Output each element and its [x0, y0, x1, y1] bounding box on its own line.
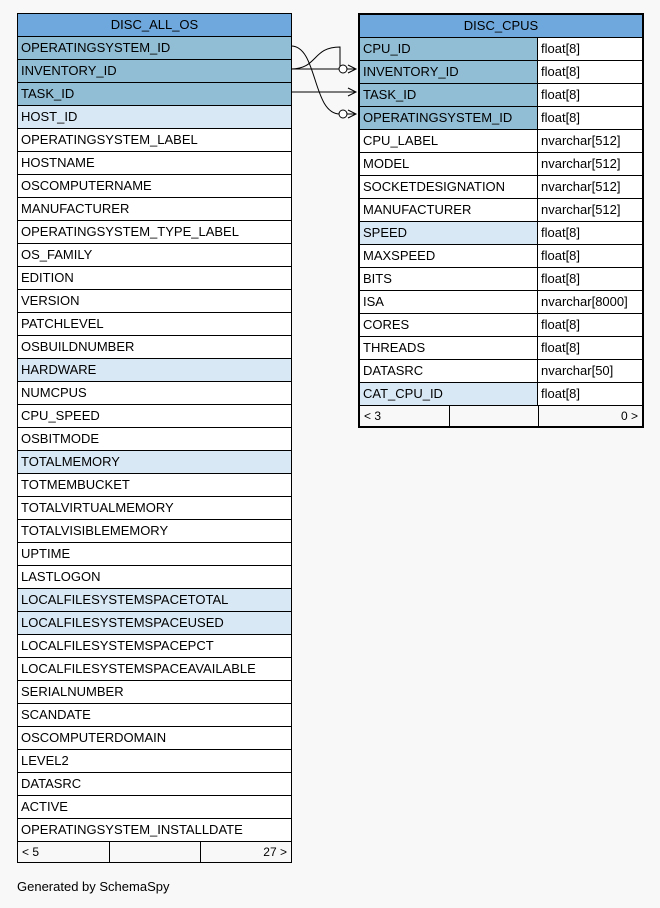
- column-name: ISA: [360, 291, 538, 313]
- column-type: nvarchar[512]: [538, 130, 642, 152]
- column-name: TASK_ID: [360, 84, 538, 106]
- column-name: OSBITMODE: [21, 431, 100, 446]
- column-name: NUMCPUS: [21, 385, 87, 400]
- column-name: OPERATINGSYSTEM_LABEL: [21, 132, 198, 147]
- column-name: UPTIME: [21, 546, 71, 561]
- column-name: PATCHLEVEL: [21, 316, 104, 331]
- column-type: nvarchar[512]: [538, 199, 642, 221]
- generated-by-note: Generated by SchemaSpy: [17, 879, 170, 894]
- column-name: DATASRC: [360, 360, 538, 382]
- column-name: MANUFACTURER: [21, 201, 130, 216]
- column-name: SCANDATE: [21, 707, 91, 722]
- column-name: CPU_LABEL: [360, 130, 538, 152]
- parent-count[interactable]: < 3: [364, 409, 382, 423]
- column-type: float[8]: [538, 61, 642, 83]
- table-title[interactable]: DISC_ALL_OS: [18, 14, 291, 37]
- column-name: TASK_ID: [21, 86, 75, 101]
- column-name: LOCALFILESYSTEMSPACEPCT: [21, 638, 214, 653]
- child-count[interactable]: 27 >: [200, 842, 291, 862]
- column-type: float[8]: [538, 84, 642, 106]
- column-type: float[8]: [538, 337, 642, 359]
- column-name: LOCALFILESYSTEMSPACETOTAL: [21, 592, 229, 607]
- column-name: CPU_ID: [360, 38, 538, 60]
- column-name: INVENTORY_ID: [21, 63, 117, 78]
- column-name: LOCALFILESYSTEMSPACEAVAILABLE: [21, 661, 256, 676]
- column-name: LEVEL2: [21, 753, 69, 768]
- table-title[interactable]: DISC_CPUS: [360, 15, 642, 38]
- column-name: SOCKETDESIGNATION: [360, 176, 538, 198]
- column-name: CAT_CPU_ID: [360, 383, 538, 405]
- column-name: OSBUILDNUMBER: [21, 339, 135, 354]
- column-name: BITS: [360, 268, 538, 290]
- column-type: float[8]: [538, 268, 642, 290]
- column-name: OPERATINGSYSTEM_TYPE_LABEL: [21, 224, 239, 239]
- column-type: float[8]: [538, 222, 642, 244]
- column-name: THREADS: [360, 337, 538, 359]
- column-name: MANUFACTURER: [360, 199, 538, 221]
- column-name: EDITION: [21, 270, 74, 285]
- column-type: float[8]: [538, 107, 642, 129]
- column-name: SPEED: [360, 222, 538, 244]
- column-name: VERSION: [21, 293, 80, 308]
- column-name: HOSTNAME: [21, 155, 95, 170]
- parent-count[interactable]: < 5: [22, 845, 40, 859]
- column-name: OPERATINGSYSTEM_ID: [21, 40, 171, 55]
- column-type: float[8]: [538, 314, 642, 336]
- column-name: MAXSPEED: [360, 245, 538, 267]
- column-name: HARDWARE: [21, 362, 97, 377]
- column-name: OS_FAMILY: [21, 247, 93, 262]
- column-name: SERIALNUMBER: [21, 684, 124, 699]
- column-name: TOTALMEMORY: [21, 454, 120, 469]
- relation-operatingsystem-id: [291, 46, 356, 114]
- column-name: LASTLOGON: [21, 569, 101, 584]
- column-type: nvarchar[8000]: [538, 291, 642, 313]
- column-name: CORES: [360, 314, 538, 336]
- column-name: CPU_SPEED: [21, 408, 100, 423]
- column-name: DATASRC: [21, 776, 82, 791]
- column-name: OPERATINGSYSTEM_ID: [360, 107, 538, 129]
- column-type: nvarchar[512]: [538, 176, 642, 198]
- column-name: ACTIVE: [21, 799, 68, 814]
- column-name: OPERATINGSYSTEM_INSTALLDATE: [21, 822, 243, 837]
- column-type: float[8]: [538, 245, 642, 267]
- column-name: TOTALVIRTUALMEMORY: [21, 500, 174, 515]
- column-type: float[8]: [538, 38, 642, 60]
- column-name: MODEL: [360, 153, 538, 175]
- column-name: LOCALFILESYSTEMSPACEUSED: [21, 615, 224, 630]
- column-name: TOTALVISIBLEMEMORY: [21, 523, 169, 538]
- column-name: INVENTORY_ID: [360, 61, 538, 83]
- optional-marker-icon: [339, 110, 347, 118]
- child-count[interactable]: 0 >: [538, 406, 642, 426]
- column-name: TOTMEMBUCKET: [21, 477, 130, 492]
- column-name: HOST_ID: [21, 109, 78, 124]
- column-name: OSCOMPUTERDOMAIN: [21, 730, 167, 745]
- column-type: float[8]: [538, 383, 642, 405]
- column-name: OSCOMPUTERNAME: [21, 178, 152, 193]
- optional-marker-icon: [339, 65, 347, 73]
- column-type: nvarchar[50]: [538, 360, 642, 382]
- column-type: nvarchar[512]: [538, 153, 642, 175]
